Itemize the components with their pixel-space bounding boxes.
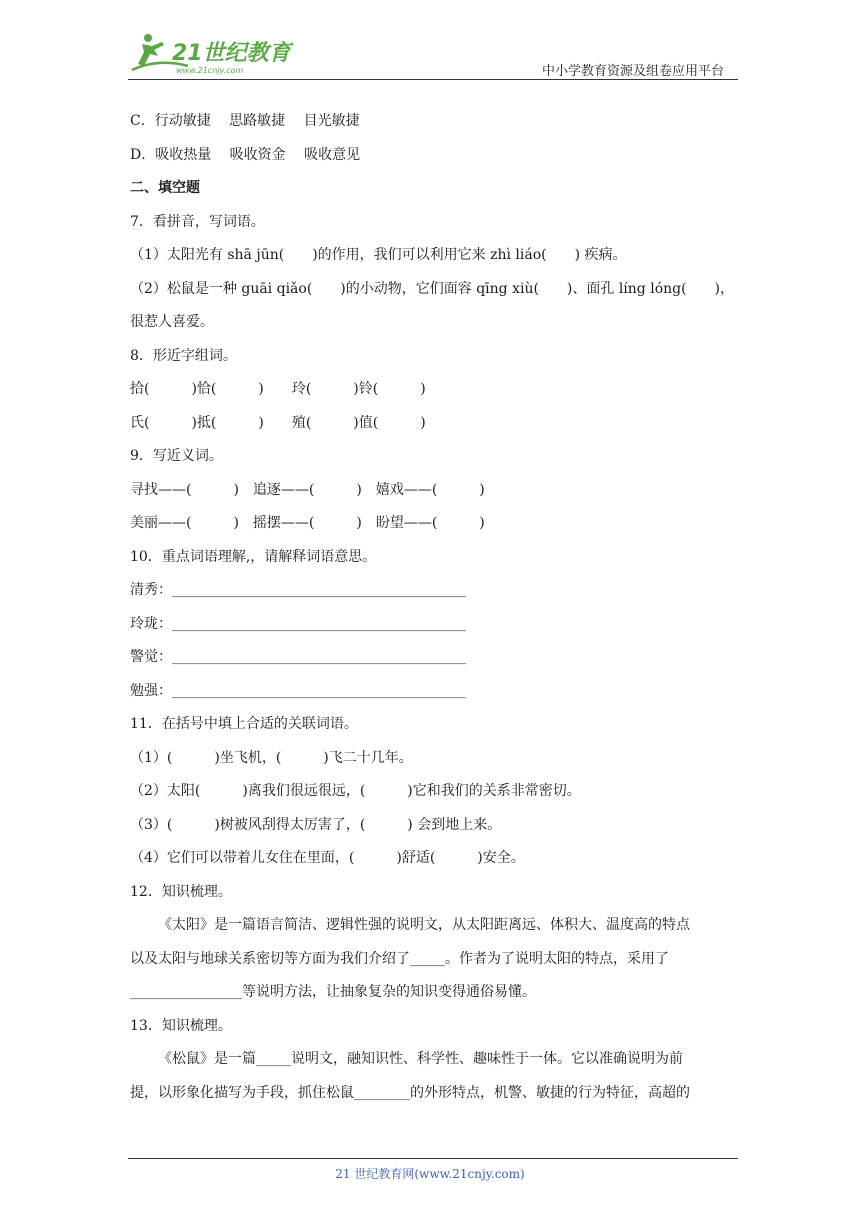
exercise-content: [130, 108, 736, 1113]
text-line: （2）松鼠是一种 guāi qiǎo( )的小动物，它们面容 qīng xiù( )、面孔 líng lóng( )，: [130, 280, 735, 297]
text-line: 提，以形象化描写为手段，抓住松鼠________的外形特点，机警、敏捷的行为特征，高超的: [130, 1084, 690, 1101]
text-line: （2）太阳( )离我们很远很远，( )它和我们的关系非常密切。: [130, 783, 581, 799]
text-line: 清秀：__________________________________________: [130, 582, 466, 598]
logo-url: www.21cnjy.com: [176, 66, 244, 75]
text-line: 8．形近字组词。: [130, 347, 237, 364]
text-line: 9．写近义词。: [130, 448, 223, 464]
text-line: 警觉：__________________________________________: [130, 649, 466, 665]
text-line: （4）它们可以带着儿女住在里面，( )舒适( )安全。: [130, 850, 525, 866]
section-heading: 二、填空题: [130, 180, 200, 196]
footer-divider: [128, 1158, 738, 1159]
logo: [128, 30, 298, 76]
text-line: 玲珑：__________________________________________: [130, 615, 466, 632]
text-line: 7．看拼音，写词语。: [130, 213, 265, 230]
text-line: ________________等说明方法，让抽象复杂的知识变得通俗易懂。: [130, 984, 536, 1000]
text-line: C．行动敏捷 思路敏捷 目光敏捷: [130, 113, 360, 129]
text-line: 12．知识梳理。: [130, 883, 232, 900]
text-line: 《太阳》是一篇语言简洁、逻辑性强的说明文，从太阳距离远、体积大、温度高的特点: [158, 917, 690, 933]
text-line: （1）太阳光有 shā jūn( )的作用，我们可以利用它来 zhì liáo( ) 疾病。: [130, 247, 627, 263]
logo-text: 21世纪教育: [172, 41, 291, 66]
text-line: 寻找——( ) 追逐——( ) 嬉戏——( ): [130, 481, 485, 498]
footer-text: 21 世纪教育网(www.21cnjy.com): [335, 1167, 525, 1181]
text-line: 很惹人喜爱。: [130, 314, 214, 330]
text-line: 美丽——( ) 摇摆——( ) 盼望——( ): [130, 515, 485, 531]
text-line: D．吸收热量 吸收资金 吸收意见: [130, 146, 361, 163]
text-line: 11．在括号中填上合适的关联词语。: [130, 716, 358, 732]
text-line: 勉强：__________________________________________: [130, 682, 466, 699]
text-line: 氏( )抵( ) 殖( )值( ): [130, 414, 426, 431]
platform-title: 中小学教育资源及组卷应用平台: [541, 64, 724, 79]
text-line: 《松鼠》是一篇_____说明文，融知识性、科学性、趣味性于一体。它以准确说明为前: [158, 1051, 683, 1067]
text-line: 13．知识梳理。: [130, 1017, 232, 1034]
text-line: 以及太阳与地球关系密切等方面为我们介绍了_____。作者为了说明太阳的特点，采用了: [130, 950, 669, 967]
text-line: （3）( )树被风刮得太厉害了，( ) 会到地上来。: [130, 816, 502, 833]
page-header: [128, 28, 738, 80]
text-line: 拾( )恰( ) 玲( )铃( ): [130, 381, 426, 397]
text-line: 10．重点词语理解,，请解释词语意思。: [130, 548, 377, 565]
header-divider: [128, 79, 738, 80]
text-line: （1）( )坐飞机，( )飞二十几年。: [130, 749, 413, 766]
